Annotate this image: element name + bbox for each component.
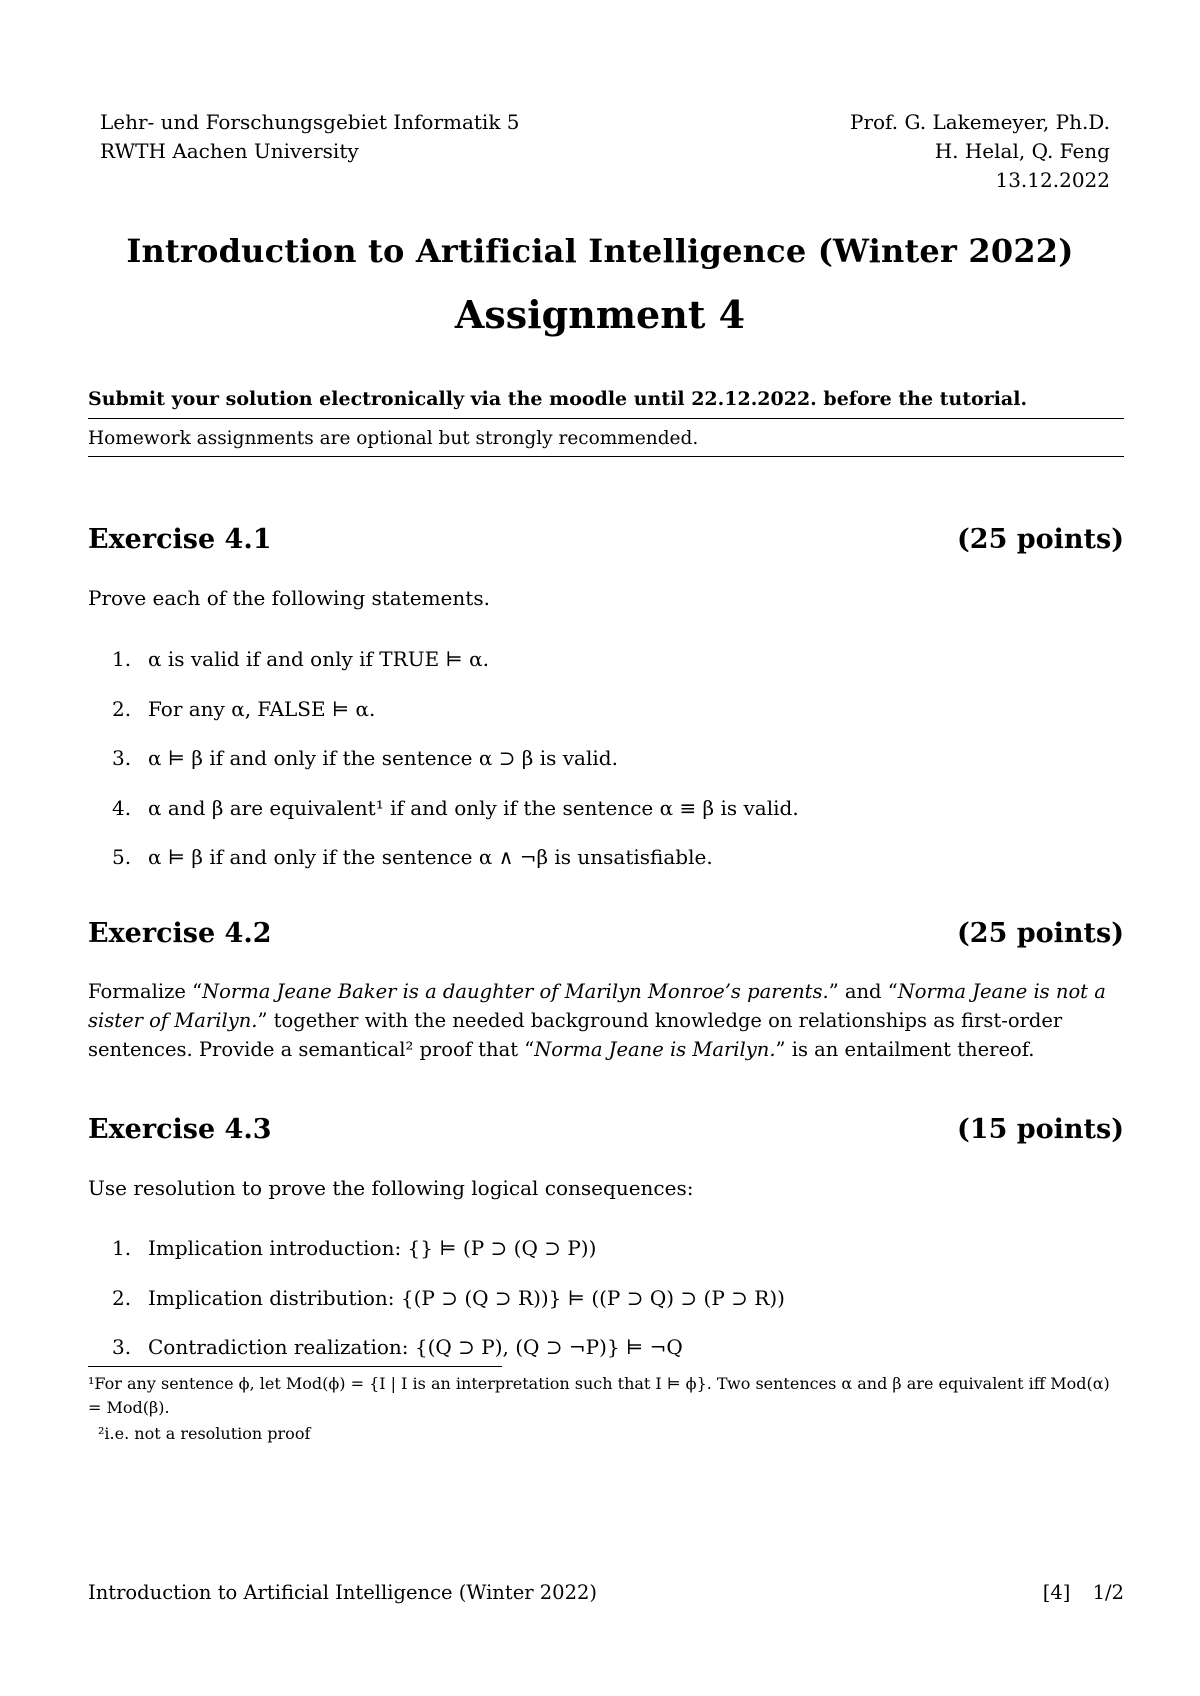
exercise-list xyxy=(88,1233,1128,1382)
list-item-text: Implication distribution: {(P ⊃ (Q ⊃ R))} ⊨ ((P ⊃ Q) ⊃ (P ⊃ R)) xyxy=(148,1285,785,1310)
quoted-statement: Norma Jeane is not a sister of Marilyn. xyxy=(88,980,1106,1032)
exercise-points: (25 points) xyxy=(957,918,1124,949)
quoted-statement: Norma Jeane Baker is a daughter of Marilyn Monroe’s parents. xyxy=(202,980,829,1003)
exercise-list xyxy=(88,644,1128,892)
list-item: 1. α is valid if and only if TRUE ⊨ α. xyxy=(88,644,1128,694)
list-item-text: Implication introduction: {} ⊨ (P ⊃ (Q ⊃ P)) xyxy=(148,1236,597,1260)
divider-rule xyxy=(88,456,1124,457)
professor-name: Prof. G. Lakemeyer, Ph.D. xyxy=(850,110,1110,134)
footnote-1: ¹For any sentence ϕ, let Mod(ϕ) = {I | I is an interpretation such that I ⊨ ϕ}. Two sentences α and β are equivalent iff Mod(α) = Mod(β). xyxy=(88,1374,1110,1417)
list-item: 3. α ⊨ β if and only if the sentence α ⊃ β is valid. xyxy=(88,743,1128,793)
list-item-text: α ⊨ β if and only if the sentence α ∧ ¬β is unsatisfiable. xyxy=(148,845,713,869)
assignment-title: Assignment 4 xyxy=(454,292,746,337)
list-item-text: α ⊨ β if and only if the sentence α ⊃ β is valid. xyxy=(148,746,618,770)
list-item: 4. α and β are equivalent¹ if and only if the sentence α ≡ β is valid. xyxy=(88,793,1128,843)
list-item-text: For any α, FALSE ⊨ α. xyxy=(148,696,376,721)
exercise-heading xyxy=(88,524,1124,555)
exercise-intro: Prove each of the following statements. xyxy=(88,586,490,610)
list-item: 2. For any α, FALSE ⊨ α. xyxy=(88,694,1128,744)
staff-block xyxy=(850,108,1110,195)
exercise-title: Exercise 4.1 xyxy=(88,524,272,555)
exercise-heading xyxy=(88,1114,1124,1145)
list-item-text: α is valid if and only if TRUE ⊨ α. xyxy=(148,647,489,671)
list-item: 5. α ⊨ β if and only if the sentence α ∧ ¬β is unsatisfiable. xyxy=(88,842,1128,892)
submission-instructions: Submit your solution electronically via the moodle until 22.12.2022. before the tutorial. xyxy=(88,388,1028,410)
list-item-text: Contradiction realization: {(Q ⊃ P), (Q ⊃ ¬P)} ⊨ ¬Q xyxy=(148,1335,683,1359)
course-title: Introduction to Artificial Intelligence (Winter 2022) xyxy=(126,232,1074,270)
exercise-heading xyxy=(88,918,1124,949)
list-item: 2. Implication distribution: {(P ⊃ (Q ⊃ R))} ⊨ ((P ⊃ Q) ⊃ (P ⊃ R)) xyxy=(88,1283,1128,1333)
footer-course-name: Introduction to Artificial Intelligence (Winter 2022) xyxy=(88,1581,597,1604)
footnote-2: ²i.e. not a resolution proof xyxy=(98,1424,311,1443)
list-item: 1. Implication introduction: {} ⊨ (P ⊃ (Q ⊃ P)) xyxy=(88,1233,1128,1283)
exercise-title: Exercise 4.2 xyxy=(88,918,272,949)
issue-date: 13.12.2022 xyxy=(995,168,1110,192)
exercise-points: (25 points) xyxy=(957,524,1124,555)
footer-page-number: [4] 1/2 xyxy=(1042,1581,1124,1604)
institution-line-1: Lehr- und Forschungsgebiet Informatik 5 xyxy=(100,110,520,134)
exercise-intro: Use resolution to prove the following logical consequences: xyxy=(88,1176,694,1200)
list-item: 3. Contradiction realization: {(Q ⊃ P), (Q ⊃ ¬P)} ⊨ ¬Q xyxy=(88,1332,1128,1382)
footnote-rule xyxy=(88,1366,502,1367)
institution-block xyxy=(100,108,520,166)
assistants-names: H. Helal, Q. Feng xyxy=(934,139,1110,163)
institution-line-2: RWTH Aachen University xyxy=(100,139,359,163)
exercise-text: Formalize “Norma Jeane Baker is a daughter of Marilyn Monroe’s parents.” and “Norma Jeane is not a sister of Marilyn.” together with the needed background knowledge on relationships as first-order sentences. Provide a semantical² proof that “Norma Jeane is Marilyn.” is an entailment thereof. xyxy=(88,980,1106,1061)
list-item-text: α and β are equivalent¹ if and only if the sentence α ≡ β is valid. xyxy=(148,795,799,820)
homework-note: Homework assignments are optional but strongly recommended. xyxy=(88,428,699,449)
exercise-title: Exercise 4.3 xyxy=(88,1114,272,1145)
exercise-points: (15 points) xyxy=(957,1114,1124,1145)
quoted-statement: Norma Jeane is Marilyn. xyxy=(534,1038,776,1061)
divider-rule xyxy=(88,418,1124,419)
